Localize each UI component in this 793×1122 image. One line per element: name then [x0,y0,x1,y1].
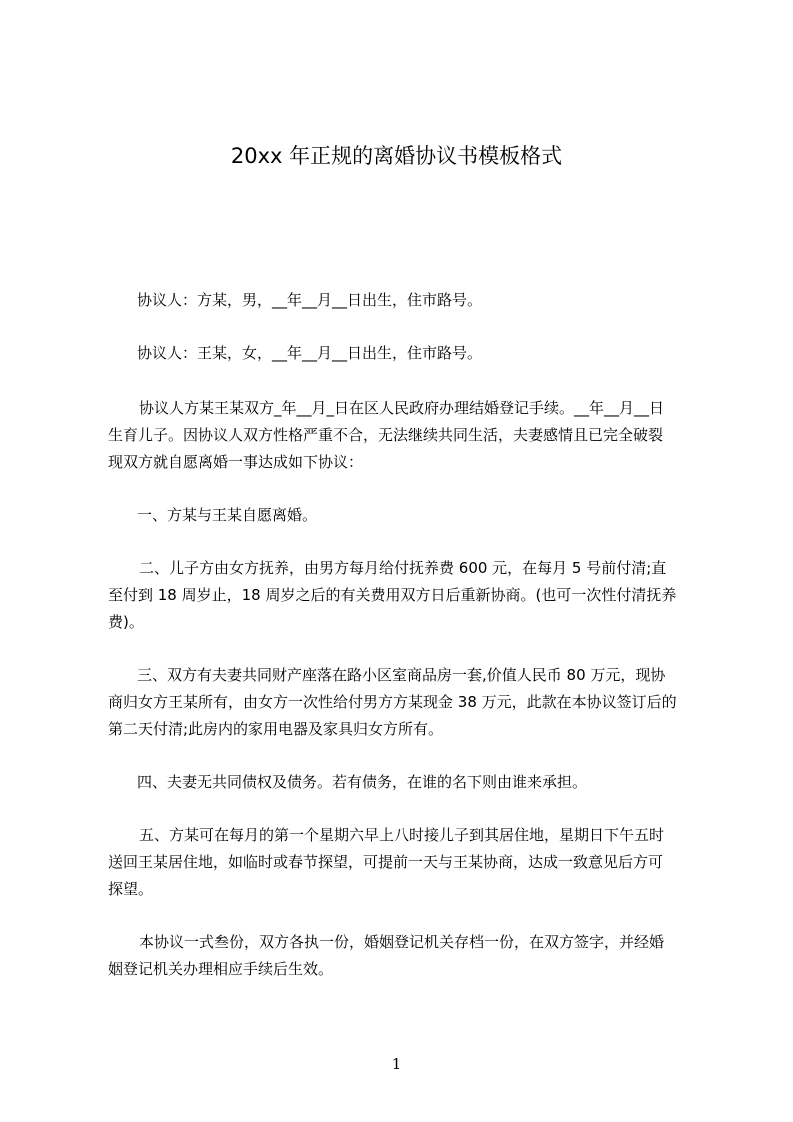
intro-line-3: 现双方就自愿离婚一事达成如下协议： [108,453,364,471]
closing-line-2: 姻登记机关办理相应手续后生效。 [108,960,334,978]
clause-4-line: 四、夫妻无共同债权及债务。若有债务，在谁的名下则由谁来承担。 [137,773,588,791]
clause-2-line-2: 至付到 18 周岁止，18 周岁之后的有关费用双方日后重新协商。(也可一次性付清抚养 [108,586,677,604]
clause-3-line-3: 第二天付清;此房内的家用电器及家具归女方所有。 [108,720,444,738]
intro-line-1: 协议人方某王某双方_年__月_日在区人民政府办理结婚登记手续。__年__月__日 [139,399,665,417]
closing-line-1: 本协议一式叁份，双方各执一份，婚姻登记机关存档一份，在双方签字，并经婚 [139,933,665,951]
clause-5-line-2: 送回王某居住地，如临时或春节探望，可提前一天与王某协商，达成一致意见后方可 [108,853,664,871]
intro-line-2: 生育儿子。因协议人双方性格严重不合，无法继续共同生活，夫妻感情且已完全破裂 [108,426,664,444]
page-number: 1 [391,1055,402,1073]
clause-1-line: 一、方某与王某自愿离婚。 [137,506,318,524]
clause-2-line-3: 费)。 [108,613,144,631]
clause-2-line-1: 二、儿子方由女方抚养，由男方每月给付抚养费 600 元，在每月 5 号前付清;直 [139,559,667,577]
clause-3-line-2: 商归女方王某所有，由女方一次性给付男方方某现金 38 万元，此款在本协议签订后的 [108,693,677,711]
party-two-line: 协议人：王某，女，__年__月__日出生，住市路号。 [137,344,483,362]
clause-3-line-1: 三、双方有夫妻共同财产座落在路小区室商品房一套,价值人民币 80 万元，现协 [137,666,666,684]
party-one-line: 协议人：方某，男，__年__月__日出生，住市路号。 [137,291,483,309]
clause-5-line-1: 五、方某可在每月的第一个星期六早上八时接儿子到其居住地，星期日下午五时 [139,826,665,844]
document-title: 20xx 年正规的离婚协议书模板格式 [230,144,563,168]
clause-5-line-3: 探望。 [108,880,154,898]
